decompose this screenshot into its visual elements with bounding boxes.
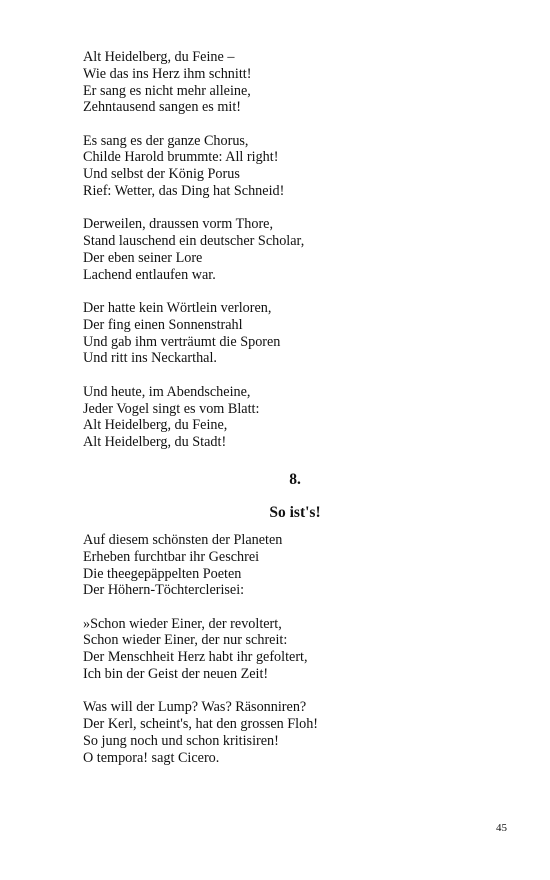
poem-line: Lachend entlaufen war. [83,266,216,283]
poem-line: »Schon wieder Einer, der revoltert, [83,615,282,632]
poem-line: Erheben furchtbar ihr Geschrei [83,548,260,565]
section-number: 8. [289,470,301,488]
page-number: 45 [496,822,507,834]
poem-line: Der Höhern-Töchterclerisei: [83,582,245,599]
poem-line: Ich bin der Geist der neuen Zeit! [83,666,269,683]
poem-line: Jeder Vogel singt es vom Blatt: [83,400,260,417]
poem-line: Wie das ins Herz ihm schnitt! [83,65,252,82]
stanza [83,49,503,116]
poem-line: Auf diesem schönsten der Planeten [83,531,283,548]
poem-line: Und ritt ins Neckarthal. [83,350,217,367]
poem-line: Alt Heidelberg, du Feine, [83,417,228,434]
poem-line: Der Menschheit Herz habt ihr gefoltert, [83,649,308,666]
poem-line: Childe Harold brummte: All right! [83,149,279,166]
poem-line: Alt Heidelberg, du Stadt! [83,434,227,451]
poem-text [83,49,503,783]
poem-line: Es sang es der ganze Chorus, [83,132,249,149]
poem-line: Und heute, im Abendscheine, [83,383,251,400]
section-title: So ist's! [269,503,321,521]
poem-line: Er sang es nicht mehr alleine, [83,82,251,99]
stanza [83,532,503,599]
poem-line: Und gab ihm verträumt die Sporen [83,333,281,350]
poem-line: Alt Heidelberg, du Feine – [83,49,235,65]
stanza [83,216,503,283]
poem-line: Derweilen, draussen vorm Thore, [83,216,274,233]
poem-line: Rief: Wetter, das Ding hat Schneid! [83,183,285,200]
poem-line: Der Kerl, scheint's, hat den grossen Floh! [83,716,319,733]
poem-line: Schon wieder Einer, der nur schreit: [83,632,288,649]
stanza [83,616,503,683]
stanza [83,699,503,766]
stanza [83,300,503,367]
poem-line: Der eben seiner Lore [83,249,203,266]
poem-line: Stand lauschend ein deutscher Scholar, [83,233,305,250]
poem-line: Der fing einen Sonnenstrahl [83,316,243,333]
poem-line: Und selbst der König Porus [83,166,240,183]
stanza [83,133,503,200]
stanza [83,384,503,451]
poem-line: Der hatte kein Wörtlein verloren, [83,300,272,317]
poem-line: Zehntausend sangen es mit! [83,99,241,116]
poem-line: So jung noch und schon kritisiren! [83,732,279,749]
poem-line: Was will der Lump? Was? Räsonniren? [83,699,307,716]
poem-line: O tempora! sagt Cicero. [83,749,220,766]
poem-line: Die theegepäppelten Poeten [83,565,242,582]
